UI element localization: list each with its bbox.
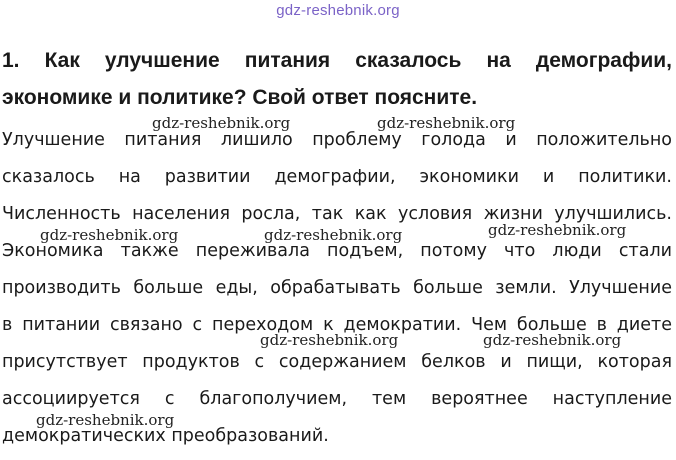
answer-paragraph (2, 122, 672, 455)
answer-line: Экономика также переживала подъем, потому что люди стали (2, 241, 672, 261)
watermark-overlay: gdz-reshebnik.org (377, 114, 516, 132)
watermark-overlay: gdz-reshebnik.org (488, 221, 627, 239)
answer-line: ассоциируется с благополучием, тем вероятнее наступление (2, 389, 672, 409)
answer-line: сказалось на развитии демографии, экономики и политики. (2, 167, 672, 187)
answer-line: Численность населения росла, так как условия жизни улучшились. (2, 204, 672, 224)
watermark-overlay: gdz-reshebnik.org (264, 226, 403, 244)
watermark-overlay: gdz-reshebnik.org (260, 331, 399, 349)
watermark-overlay: gdz-reshebnik.org (36, 411, 175, 429)
watermark-overlay: gdz-reshebnik.org (483, 331, 622, 349)
answer-line: демократических преобразований. (2, 426, 329, 446)
site-watermark-header: gdz-reshebnik.org (276, 2, 400, 19)
question-heading: 1. Как улучшение питания сказалось на демографии, экономике и политике? Свой ответ поясните. (2, 49, 672, 109)
answer-line: производить больше еды, обрабатывать больше земли. Улучшение (2, 278, 672, 298)
answer-line: присутствует продуктов с содержанием белков и пищи, которая (2, 352, 672, 372)
answer-line: Улучшение питания лишило проблему голода и положительно (2, 130, 672, 150)
answer-line: в питании связано с переходом к демократии. Чем больше в диете (2, 315, 672, 335)
watermark-overlay: gdz-reshebnik.org (152, 114, 291, 132)
watermark-overlay: gdz-reshebnik.org (40, 226, 179, 244)
